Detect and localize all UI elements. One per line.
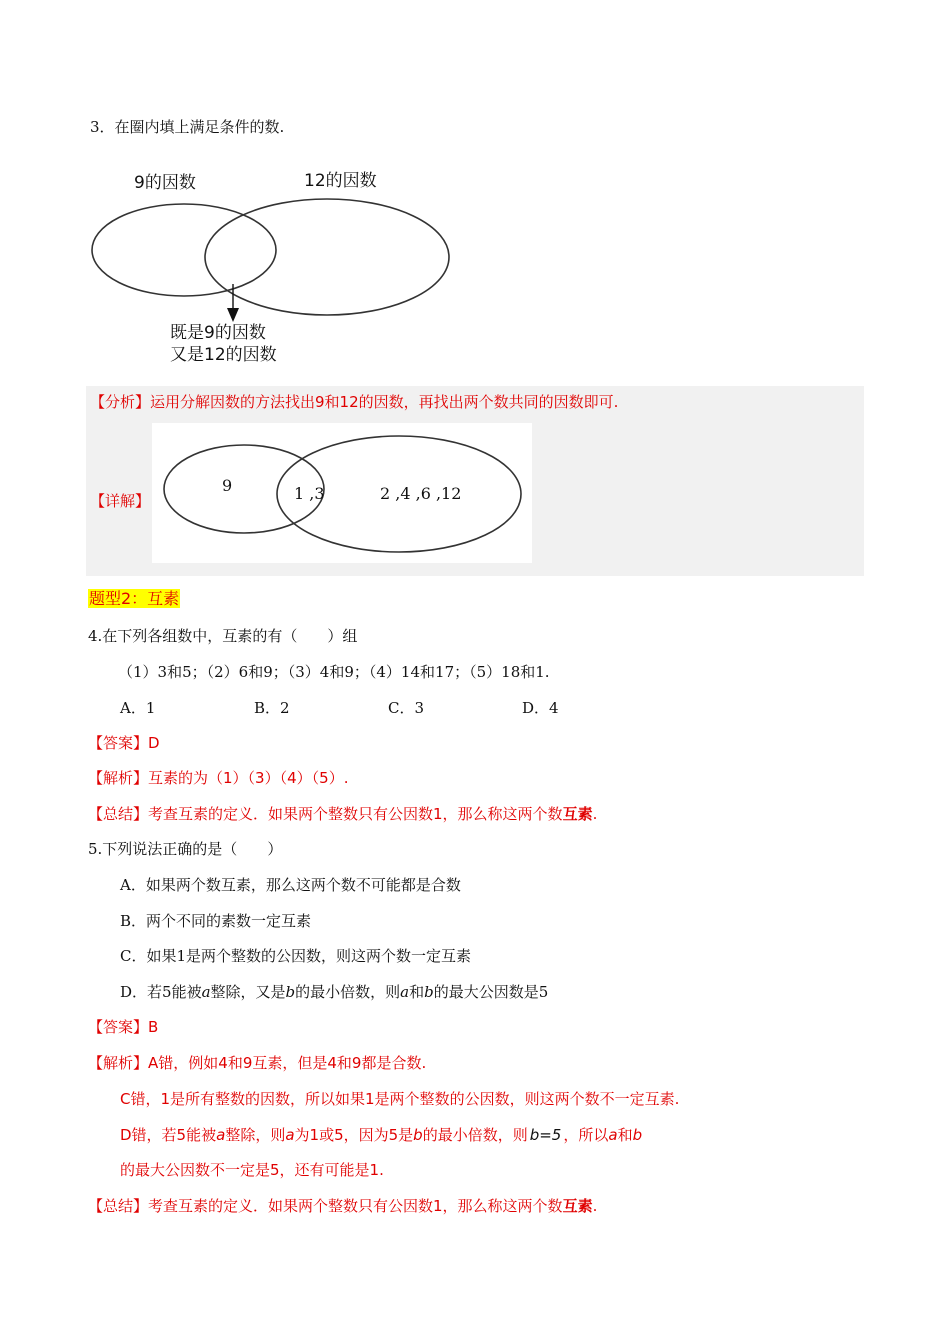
q5-explain-3-var-b2: b <box>632 1126 643 1144</box>
q5-option-d-part4: 和 <box>409 983 425 1001</box>
q4-summary-tag: 【总结】 <box>88 805 149 823</box>
q5-summary-bold: 互素 <box>562 1197 593 1215</box>
q4-summary-line <box>88 803 597 825</box>
q5-option-d-var-b1: b <box>285 983 296 1001</box>
venn-diagram-answer <box>152 423 532 563</box>
detail-line <box>90 490 150 512</box>
q5-option-d-var-a2: a <box>400 983 410 1001</box>
venn-diagram-question <box>86 160 466 370</box>
q5-answer-line <box>88 1016 158 1038</box>
q5-explain-line4: 的最大公因数不一定是5，还有可能是1. <box>120 1161 384 1179</box>
q4-summary-end: . <box>592 805 598 823</box>
left-circle <box>92 204 276 296</box>
q5-explain-3-equation: b=5 <box>529 1126 562 1144</box>
q4-answer-tag: 【答案】 <box>88 734 149 752</box>
q5-explain-line3 <box>120 1124 642 1146</box>
q5-explain-3f: 和 <box>617 1126 633 1144</box>
analysis-text: 运用分解因数的方法找出9和12的因数，再找出两个数共同的因数即可. <box>150 393 619 411</box>
q5-explain-3d: 的最小倍数，则 <box>422 1126 528 1144</box>
q5-option-a: A．如果两个数互素，那么这两个数不可能都是合数 <box>120 876 461 894</box>
q4-stem: 4.在下列各组数中，互素的有（ ）组 <box>88 627 358 645</box>
q4-option-a: A．1 <box>120 699 156 717</box>
q5-explain-1: A错，例如4和9互素，但是4和9都是合数. <box>148 1054 427 1072</box>
intersection-label-line2: 又是12的因数 <box>170 345 277 365</box>
intersection-label-line1: 既是9的因数 <box>170 323 266 343</box>
q5-option-d-part1: D．若5能被 <box>120 983 202 1001</box>
q5-summary-end: . <box>592 1197 598 1215</box>
q4-groups: （1）3和5；（2）6和9；（3）4和9；（4）14和17；（5）18和1. <box>118 663 550 681</box>
q4-explain-tag: 【解析】 <box>88 769 149 787</box>
analysis-line <box>90 391 618 413</box>
q4-option-b: B．2 <box>254 699 290 717</box>
q5-summary-tag: 【总结】 <box>88 1197 149 1215</box>
q5-explain-3-var-a3: a <box>608 1126 618 1144</box>
answer-right-only: 2 ,4 ,6 ,12 <box>380 484 462 503</box>
q5-option-d-var-a1: a <box>201 983 211 1001</box>
q5-option-d-part5: 的最大公因数是5 <box>433 983 549 1001</box>
q5-option-c: C．如果1是两个整数的公因数，则这两个数一定互素 <box>120 947 472 965</box>
q5-explain-3c: 为1或5，因为5是 <box>294 1126 414 1144</box>
q3-title: 3．在圈内填上满足条件的数. <box>90 118 285 136</box>
q5-explain-3-var-b: b <box>413 1126 423 1144</box>
analysis-tag: 【分析】 <box>90 393 151 411</box>
q5-option-b: B．两个不同的素数一定互素 <box>120 912 312 930</box>
q5-explain-3b: 整除，则 <box>225 1126 286 1144</box>
q4-explain-line <box>88 767 348 789</box>
q5-explain-3-var-a2: a <box>285 1126 295 1144</box>
pointer-arrow-head <box>227 308 239 322</box>
q5-option-d <box>120 981 548 1003</box>
q5-explain-3-var-a: a <box>216 1126 226 1144</box>
q5-summary-line <box>88 1195 597 1217</box>
q5-answer: B <box>148 1018 159 1036</box>
q5-answer-tag: 【答案】 <box>88 1018 149 1036</box>
q5-option-d-part2: 整除，又是 <box>210 983 286 1001</box>
q5-explain-line1 <box>88 1052 426 1074</box>
section-title-text: 题型2：互素 <box>89 589 180 608</box>
section-title <box>88 588 180 610</box>
q5-option-d-part3: 的最小倍数，则 <box>295 983 401 1001</box>
answer-intersection: 1 ,3 <box>294 484 325 503</box>
detail-tag: 【详解】 <box>90 492 151 510</box>
q5-option-d-var-b2: b <box>424 983 434 1001</box>
q5-explain-tag: 【解析】 <box>88 1054 149 1072</box>
q4-summary-bold: 互素 <box>562 805 593 823</box>
q4-option-c: C．3 <box>388 699 425 717</box>
q5-summary-text: 考查互素的定义．如果两个整数只有公因数1，那么称这两个数 <box>148 1197 563 1215</box>
right-circle-label: 12的因数 <box>304 171 377 191</box>
left-circle-label: 9的因数 <box>134 173 196 193</box>
q4-answer-line <box>88 732 160 754</box>
right-circle <box>205 199 449 315</box>
q5-explain-3e: ，所以 <box>563 1126 609 1144</box>
q5-stem: 5.下列说法正确的是（ ） <box>88 840 283 858</box>
answer-left-only: 9 <box>222 476 233 495</box>
q4-explain: 互素的为（1）（3）（4）（5）. <box>148 769 349 787</box>
q5-explain-line2: C错，1是所有整数的因数，所以如果1是两个整数的公因数，则这两个数不一定互素. <box>120 1090 680 1108</box>
q5-explain-3a: D错，若5能被 <box>120 1126 217 1144</box>
q4-answer: D <box>148 734 160 752</box>
q4-summary-text: 考查互素的定义．如果两个整数只有公因数1，那么称这两个数 <box>148 805 563 823</box>
q4-option-d: D．4 <box>522 699 559 717</box>
